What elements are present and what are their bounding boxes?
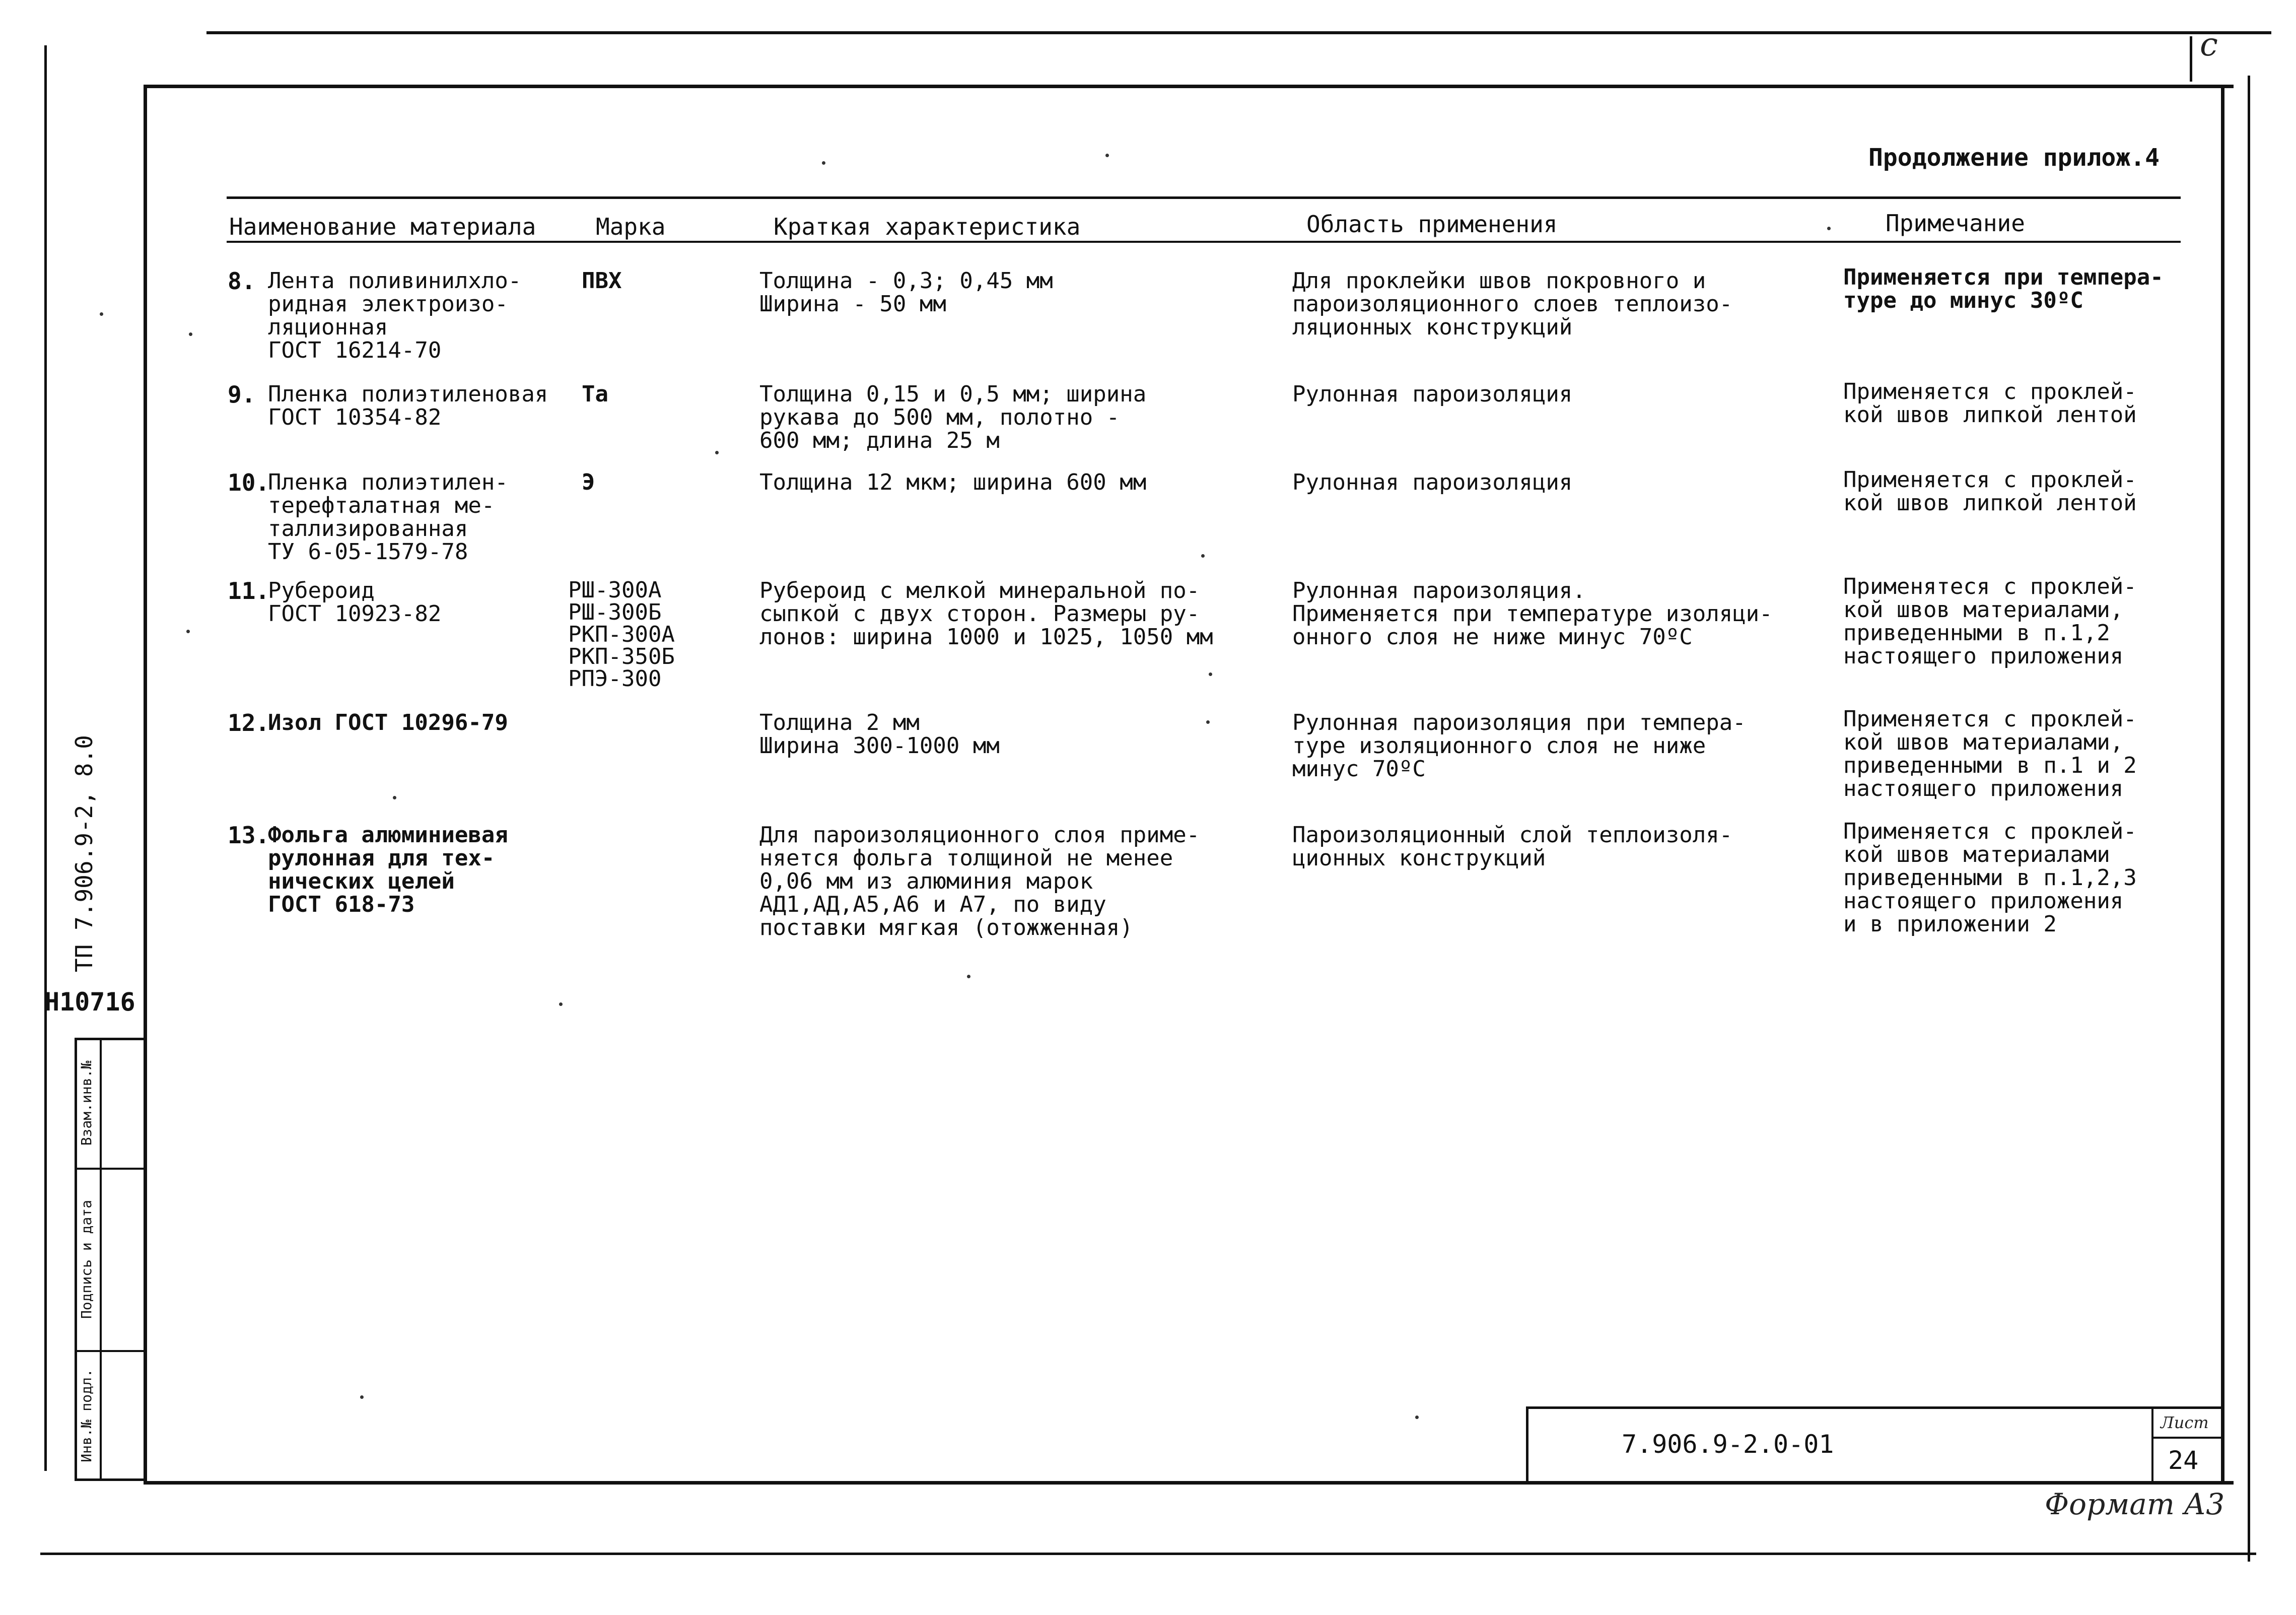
scan-speck (1209, 672, 1212, 676)
scan-speck (559, 1002, 563, 1006)
scan-speck (715, 451, 719, 454)
row-number: 11. (228, 577, 270, 604)
top-right-tick (2190, 36, 2192, 82)
material-area: Рулонная пароизоляция. Применяется при температуре изоляци- онного слоя не ниже минус 70ºС (1292, 578, 1773, 650)
material-mark: РШ-300А РШ-300Б РКП-300А РКП-350Б РПЭ-300 (568, 577, 675, 692)
material-area: Пароизоляционный слой теплоизоля- ционных конструкций (1292, 822, 1733, 871)
stamp-box-bottom (75, 1478, 145, 1481)
scan-speck (1201, 554, 1205, 558)
stamp-label-inventory: Инв.№ подл. (78, 1369, 95, 1462)
row-number: 13. (228, 822, 270, 849)
format-label: Формат А3 (2045, 1487, 2225, 1521)
material-name: Изол ГОСТ 10296-79 (268, 710, 508, 735)
material-spec: Для пароизоляционного слоя приме- няется фольга толщиной не менее 0,06 мм из алюминия марок АД1,АД,А5,А6 и А7, по виду поставки мягкая (отожженная) (759, 822, 1200, 940)
col-header-mark: Марка (596, 213, 666, 240)
frame-right (2221, 85, 2224, 1484)
material-area: Рулонная пароизоляция (1292, 381, 1573, 407)
material-name: Фольга алюминиевая рулонная для тех- нических целей ГОСТ 618-73 (268, 822, 508, 917)
scan-speck (100, 312, 103, 316)
material-note: Применяется с проклей- кой швов липкой лентой (1843, 379, 2137, 428)
scan-speck (1105, 154, 1109, 157)
frame-bottom (144, 1481, 2234, 1485)
stamp-box-row-1 (75, 1168, 145, 1170)
material-note: Применяется с проклей- кой швов материалами приведенными в п.1,2,3 настоящего приложения и в приложении 2 (1843, 819, 2137, 937)
material-name: Пленка полиэтилен- терефталатная ме- таллизированная ТУ 6-05-1579-78 (268, 469, 508, 565)
material-note: Применяется с проклей- кой швов материалами, приведенными в п.1 и 2 настоящего приложения (1843, 706, 2137, 801)
material-spec: Толщина - 0,3; 0,45 мм Ширина - 50 мм (759, 268, 1053, 317)
row-number: 10. (228, 469, 270, 496)
stamp-box-left (75, 1038, 77, 1481)
sheet-number: 24 (2168, 1446, 2199, 1475)
col-header-area: Область применения (1306, 211, 1558, 238)
scan-speck (967, 975, 970, 978)
col-header-note: Примечание (1886, 210, 2025, 237)
row-number: 12. (228, 709, 270, 736)
material-spec: Толщина 2 мм Ширина 300-1000 мм (759, 710, 1000, 759)
col-header-spec: Краткая характеристика (774, 213, 1081, 240)
material-name: Рубероид ГОСТ 10923-82 (268, 578, 442, 627)
row-number: 9. (228, 381, 256, 408)
continuation-header: Продолжение прилож.4 (1868, 144, 2160, 172)
scan-speck (822, 161, 825, 165)
stamp-box-top (75, 1038, 145, 1040)
scan-speck (189, 332, 192, 336)
scan-speck (393, 796, 396, 799)
material-mark: ПВХ (582, 268, 622, 294)
scan-speck (186, 630, 190, 633)
top-cut-line (206, 31, 2271, 34)
material-mark: Э (582, 469, 595, 495)
sheet-cell-left (2151, 1406, 2153, 1483)
material-area: Рулонная пароизоляция при темпера- туре изоляционного слоя не ниже минус 70ºС (1292, 710, 1746, 782)
row-number: 8. (228, 267, 256, 295)
material-spec: Рубероид с мелкой минеральной по- сыпкой с двух сторон. Размеры ру- лонов: ширина 1000 и 1025, 1050 мм (759, 578, 1213, 650)
scan-speck (1206, 720, 1210, 724)
stamp-label-replace: Взам.инв.№ (78, 1060, 95, 1146)
corner-mark: с (2200, 26, 2218, 63)
material-name: Лента поливинилхло- ридная электроизо- ляционная ГОСТ 16214-70 (268, 268, 522, 363)
title-block-left (1526, 1406, 1528, 1483)
project-code-vertical: ТП 7.906.9-2, 8.0 (71, 735, 98, 972)
sheet-cell-divider (2151, 1437, 2222, 1439)
right-cut-line (2248, 76, 2250, 1562)
scan-speck (1827, 227, 1831, 230)
scan-speck (1415, 1416, 1419, 1419)
material-name: Пленка полиэтиленовая ГОСТ 10354-82 (268, 381, 548, 430)
material-mark: Та (582, 381, 608, 407)
bottom-cut-line (40, 1553, 2256, 1555)
col-header-name: Наименование материала (229, 213, 536, 240)
material-area: Для проклейки швов покровного и пароизоляционного слоев теплоизо- ляционных конструкций (1292, 268, 1733, 340)
material-note: Применятеся с проклей- кой швов материалами, приведенными в п.1,2 настоящего приложения (1843, 574, 2137, 669)
stamp-label-signature: Подпись и дата (78, 1200, 95, 1319)
material-note: Применяется с проклей- кой швов липкой лентой (1843, 467, 2137, 516)
material-note: Применяется при темпера- туре до минус 30ºС (1843, 264, 2164, 313)
frame-top (144, 85, 2234, 88)
table-top-line (227, 196, 2181, 199)
stamp-box-divider (100, 1038, 102, 1481)
material-area: Рулонная пароизоляция (1292, 469, 1573, 495)
document-code: 7.906.9-2.0-01 (1622, 1430, 1834, 1459)
left-cut-line (44, 45, 47, 1471)
material-spec: Толщина 12 мкм; ширина 600 мм (759, 469, 1147, 495)
sheet-label: Лист (2161, 1413, 2209, 1432)
inventory-code: Н10716 (44, 987, 135, 1017)
stamp-box-row-2 (75, 1350, 145, 1352)
material-spec: Толщина 0,15 и 0,5 мм; ширина рукава до 500 мм, полотно - 600 мм; длина 25 м (759, 381, 1147, 453)
title-block-top (1526, 1406, 2223, 1409)
scan-speck (360, 1395, 364, 1399)
frame-left (144, 85, 147, 1484)
table-header-bottom-line (227, 241, 2181, 243)
